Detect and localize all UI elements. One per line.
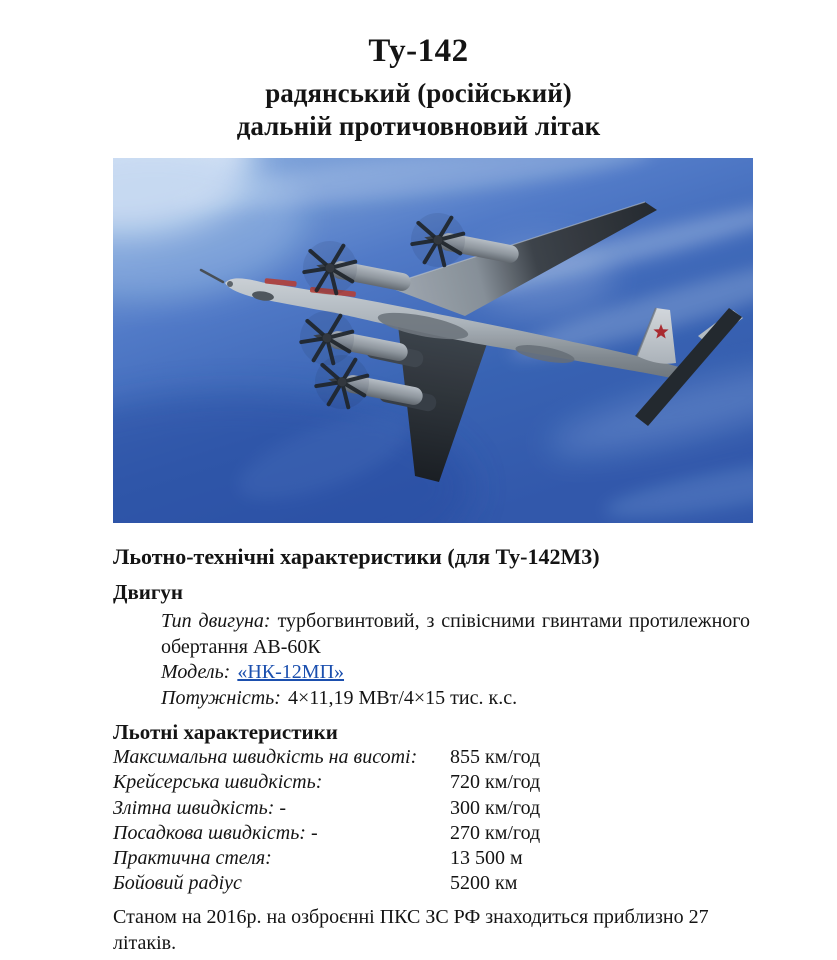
- spec-row: [113, 846, 753, 871]
- spec-row: [113, 871, 753, 896]
- spec-value: 720 км/год: [450, 771, 541, 794]
- engine-type-value: турбогвинтовий, з співісними гвинтами протилежного обертання АВ-60К: [161, 610, 750, 658]
- engine-model-label: Модель:: [161, 661, 231, 683]
- page-title: Ту-142: [368, 33, 469, 69]
- footer-note: Станом на 2016р. на озброєнні ПКС ЗС РФ знаходиться приблизно 27 літаків.: [113, 906, 709, 954]
- engine-power-value: 4×11,19 МВт/4×15 тис. к.с.: [287, 686, 518, 709]
- engine-details: [161, 609, 750, 711]
- spec-value: 5200 км: [450, 872, 518, 895]
- spec-value: 855 км/год: [450, 746, 541, 768]
- spec-label: Практична стеля:: [113, 847, 272, 870]
- spec-label: Крейсерська швидкість:: [113, 771, 323, 794]
- page-subtitle-line2: дальній протичовновий літак: [236, 111, 601, 141]
- spec-row: [113, 821, 753, 846]
- spec-label: Бойовий радіус: [113, 872, 242, 895]
- section-heading: Льотно-технічні характеристики (для Ту-142М3): [113, 544, 600, 569]
- engine-type-row: [161, 609, 750, 660]
- engine-heading: Двигун: [113, 580, 184, 604]
- aircraft-photo-svg: [113, 158, 753, 523]
- engine-power-row: [161, 686, 750, 712]
- spec-label: Посадкова швидкість: -: [113, 821, 318, 844]
- spec-value: 300 км/год: [450, 796, 541, 819]
- spec-row: [113, 796, 753, 821]
- flight-table: [113, 745, 753, 897]
- page-subtitle-line1: радянський (російський): [265, 78, 572, 108]
- specs-section: [113, 543, 753, 897]
- engine-type-label: Тип двигуна:: [161, 610, 271, 632]
- flight-heading: Льотні характеристики: [113, 720, 338, 744]
- spec-row: [113, 745, 753, 770]
- engine-model-row: [161, 660, 750, 686]
- spec-label: Максимальна швидкість на висоті:: [113, 746, 418, 768]
- engine-model-link[interactable]: «НК-12МП»: [237, 661, 345, 683]
- spec-label: Злітна швидкість: -: [113, 796, 287, 819]
- spec-value: 270 км/год: [450, 821, 541, 844]
- engine-power-label: Потужність:: [161, 686, 281, 709]
- spec-value: 13 500 м: [450, 847, 523, 870]
- spec-row: [113, 770, 753, 795]
- aircraft-photo: [113, 158, 753, 523]
